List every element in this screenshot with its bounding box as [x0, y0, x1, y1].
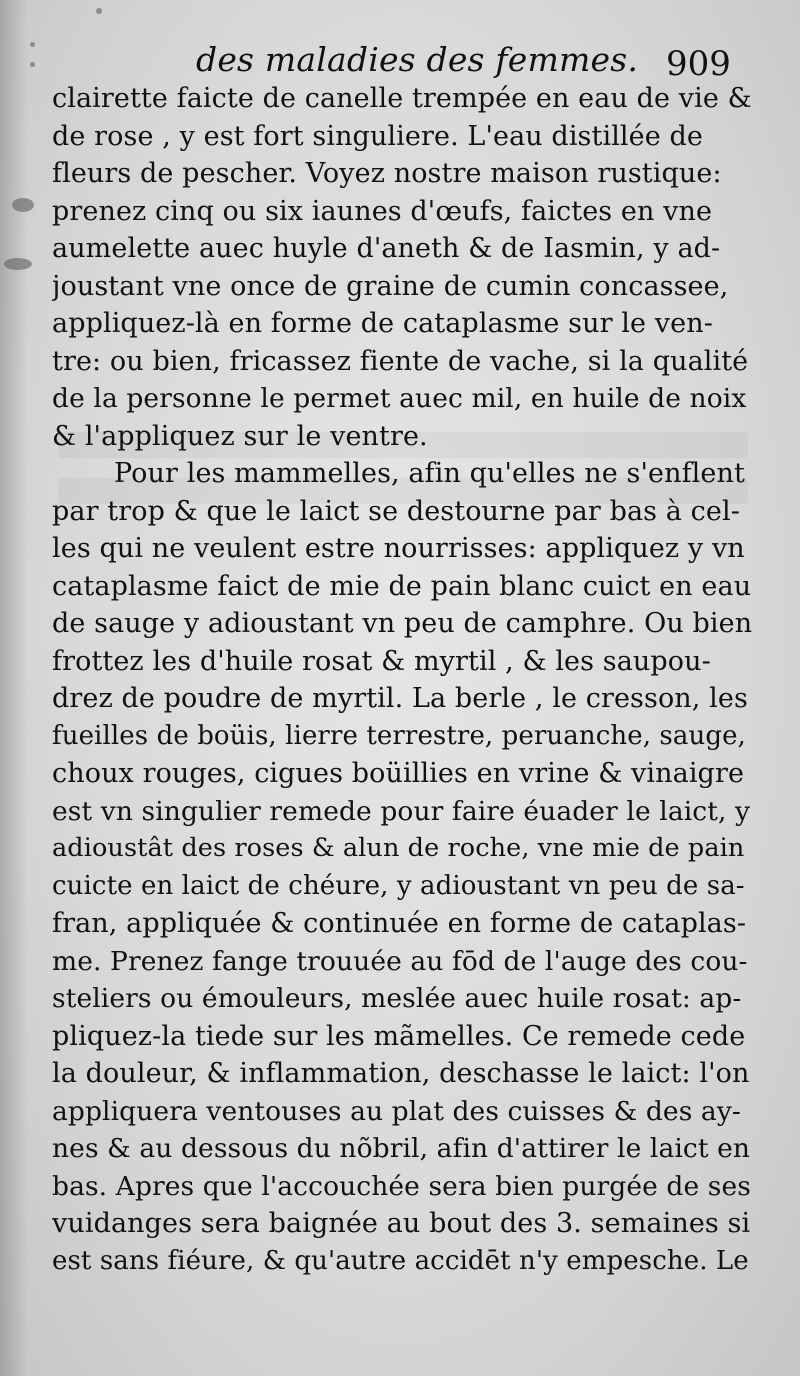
text-line: fran, appliquée & continuée en forme de cataplas-	[52, 908, 747, 939]
text-line: me. Prenez fange trouuée au fōd de l'auge des cou-	[52, 945, 748, 977]
text-line: prenez cinq ou six iaunes d'œufs, faictes en vne	[52, 195, 713, 227]
text-line: & l'appliquez sur le ventre.	[52, 420, 428, 452]
text-line: vuidanges sera baignée au bout des 3. semaines si	[52, 1208, 751, 1239]
text-line: cataplasme faict de mie de pain blanc cuict en eau	[52, 570, 752, 602]
ink-spot	[30, 62, 35, 67]
text-line: aumelette auec huyle d'aneth & de Iasmin, y ad-	[52, 233, 721, 264]
text-line: appliquez-là en forme de cataplasme sur le ven-	[52, 308, 713, 339]
text-line: tre: ou bien, fricassez fiente de vache, si la qualité	[52, 345, 749, 377]
text-line: joustant vne once de graine de cumin concassee,	[52, 270, 729, 302]
text-line: clairette faicte de canelle trempée en eau de vie &	[52, 83, 752, 114]
text-line: de sauge y adioustant vn peu de camphre. Ou bien	[52, 608, 752, 639]
ink-spot	[12, 198, 34, 212]
text-line: adioustât des roses & alun de roche, vne mie de pain	[52, 833, 745, 863]
ink-spot	[30, 42, 35, 47]
text-line: pliquez-la tiede sur les mãmelles. Ce remede cede	[52, 1020, 746, 1052]
text-line: drez de poudre de myrtil. La berle , le cresson, les	[52, 683, 748, 714]
text-line: par trop & que le laict se destourne par bas à cel-	[52, 495, 740, 527]
text-line: steliers ou émouleurs, meslée auec huile rosat: ap-	[52, 983, 742, 1014]
running-title: des maladies des femmes.	[196, 40, 639, 79]
text-line: nes & au dessous du nõbril, afin d'attirer le laict en	[52, 1133, 751, 1164]
ink-spot	[96, 8, 102, 14]
paragraph-start-line: Pour les mammelles, afin qu'elles ne s'enflent	[114, 458, 745, 489]
text-line: est sans fiéure, & qu'autre accidēt n'y empesche. Le	[52, 1245, 749, 1276]
text-line: est vn singulier remede pour faire éuader le laict, y	[52, 795, 751, 827]
page-number: 909	[666, 44, 731, 84]
text-line: bas. Apres que l'accouchée sera bien purgée de ses	[52, 1170, 751, 1202]
text-line: de rose , y est fort singuliere. L'eau distillée de	[52, 120, 703, 152]
text-line: la douleur, & inflammation, deschasse le laict: l'on	[52, 1058, 750, 1089]
text-line: appliquera ventouses au plat des cuisses & des ay-	[52, 1095, 741, 1127]
text-line: fleurs de pescher. Voyez nostre maison rustique:	[52, 158, 722, 189]
text-line: cuicte en laict de chéure, y adioustant vn peu de sa-	[52, 870, 745, 901]
ink-spot	[4, 258, 32, 270]
body-text	[52, 80, 752, 1280]
text-line: frottez les d'huile rosat & myrtil , & les saupou-	[52, 645, 711, 677]
text-line: choux rouges, cigues boüillies en vrine & vinaigre	[52, 758, 745, 789]
text-line: de la personne le permet auec mil, en huile de noix	[52, 383, 747, 414]
text-line: les qui ne veulent estre nourrisses: appliquez y vn	[52, 533, 745, 564]
text-line: fueilles de boüis, lierre terrestre, peruanche, sauge,	[52, 720, 746, 751]
